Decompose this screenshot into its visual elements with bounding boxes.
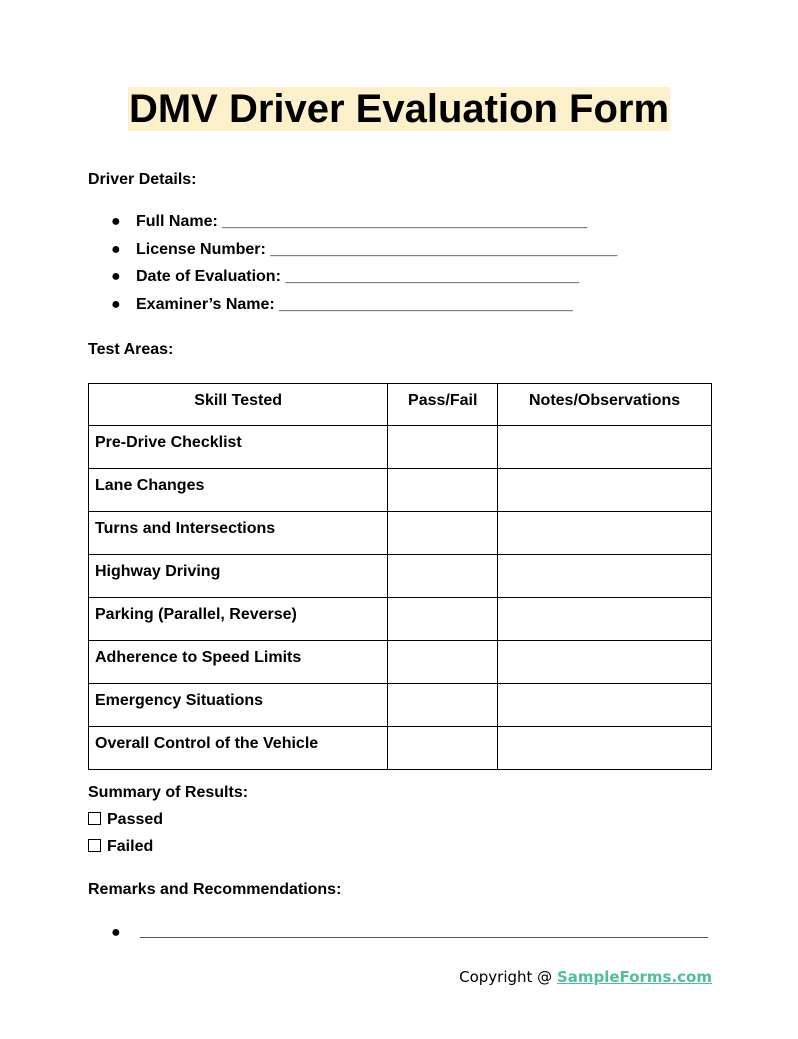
table-row <box>89 512 712 555</box>
field-blank[interactable]: _______________________________________ <box>270 240 618 258</box>
table-header-row <box>89 384 712 426</box>
field-blank[interactable]: _________________________________ <box>279 295 573 313</box>
copyright-footer <box>459 968 712 986</box>
skill-cell: Highway Driving <box>89 555 388 598</box>
notes-cell[interactable] <box>498 555 712 598</box>
field-label: Full Name: <box>136 213 218 230</box>
pass-fail-cell[interactable] <box>388 641 498 684</box>
field-blank[interactable]: _________________________________________ <box>222 213 588 230</box>
skill-cell: Pre-Drive Checklist <box>89 426 388 469</box>
checkbox-icon[interactable] <box>88 812 101 825</box>
skill-cell: Turns and Intersections <box>89 512 388 555</box>
field-label: License Number: <box>136 240 266 258</box>
pass-fail-cell[interactable] <box>388 426 498 469</box>
column-header-notes: Notes/Observations <box>498 384 712 426</box>
failed-label: Failed <box>107 838 154 855</box>
copyright-prefix: Copyright @ <box>459 968 557 986</box>
table-row <box>89 684 712 727</box>
remarks-input-line[interactable] <box>140 937 708 938</box>
field-label: Date of Evaluation: <box>136 268 281 285</box>
field-examiner-name[interactable] <box>88 295 617 323</box>
skill-cell: Emergency Situations <box>89 684 388 727</box>
bullet-icon: ● <box>111 268 121 285</box>
test-areas-heading: Test Areas: <box>88 341 174 358</box>
skill-cell: Adherence to Speed Limits <box>89 641 388 684</box>
notes-cell[interactable] <box>498 641 712 684</box>
field-label: Examiner’s Name: <box>136 295 275 313</box>
table-row <box>89 426 712 469</box>
notes-cell[interactable] <box>498 598 712 641</box>
skills-table <box>88 383 712 770</box>
column-header-skill: Skill Tested <box>89 384 388 426</box>
skill-cell: Parking (Parallel, Reverse) <box>89 598 388 641</box>
passed-label: Passed <box>107 811 164 828</box>
driver-details-heading: Driver Details: <box>88 171 197 188</box>
remarks-heading: Remarks and Recommendations: <box>88 881 342 898</box>
notes-cell[interactable] <box>498 512 712 555</box>
pass-fail-cell[interactable] <box>388 555 498 598</box>
table-row <box>89 555 712 598</box>
field-license-number[interactable] <box>88 240 617 268</box>
pass-fail-cell[interactable] <box>388 598 498 641</box>
checkbox-icon[interactable] <box>88 839 101 852</box>
field-full-name[interactable] <box>88 212 617 240</box>
pass-fail-cell[interactable] <box>388 512 498 555</box>
driver-details-list <box>88 212 617 322</box>
bullet-icon: ● <box>111 240 121 258</box>
bullet-icon: ● <box>111 295 121 313</box>
pass-fail-cell[interactable] <box>388 727 498 770</box>
brand-link[interactable]: SampleForms.com <box>556 968 712 986</box>
failed-option[interactable] <box>88 838 153 856</box>
skill-cell: Lane Changes <box>89 469 388 512</box>
notes-cell[interactable] <box>498 426 712 469</box>
notes-cell[interactable] <box>498 684 712 727</box>
bullet-icon: ● <box>111 924 121 941</box>
table-row <box>89 469 712 512</box>
skill-cell: Overall Control of the Vehicle <box>89 727 388 770</box>
table-row <box>89 641 712 684</box>
pass-fail-cell[interactable] <box>388 469 498 512</box>
column-header-pass-fail: Pass/Fail <box>388 384 498 426</box>
summary-heading: Summary of Results: <box>88 784 249 801</box>
notes-cell[interactable] <box>498 727 712 770</box>
field-date-of-evaluation[interactable] <box>88 267 617 295</box>
notes-cell[interactable] <box>498 469 712 512</box>
page-title: DMV Driver Evaluation Form <box>128 87 670 131</box>
bullet-icon: ● <box>111 213 121 230</box>
title-wrap <box>0 87 798 131</box>
table-row <box>89 727 712 770</box>
table-row <box>89 598 712 641</box>
pass-fail-cell[interactable] <box>388 684 498 727</box>
field-blank[interactable]: _________________________________ <box>285 268 580 285</box>
passed-option[interactable] <box>88 811 163 829</box>
